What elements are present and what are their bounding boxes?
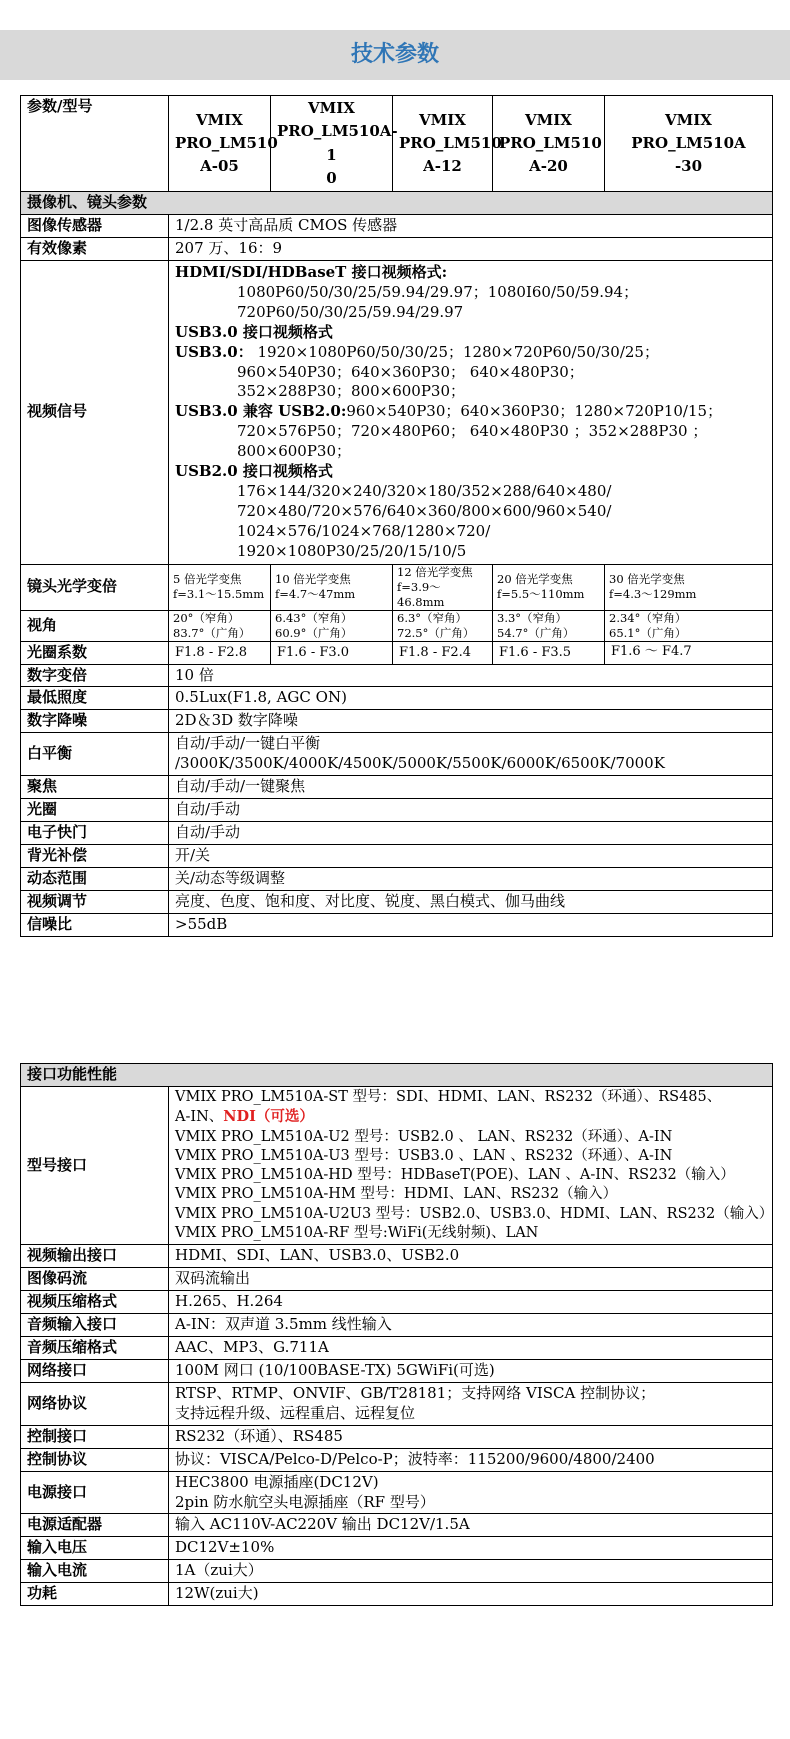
zoom-cell: 20 倍光学变焦 f=5.5～110mm (493, 564, 605, 610)
spec-row: 输入电流 1A（zui大） (21, 1560, 773, 1583)
spec-row: 音频压缩格式 AAC、MP3、G.711A (21, 1336, 773, 1359)
spec-row: 音频输入接口 A-IN：双声道 3.5mm 线性输入 (21, 1314, 773, 1337)
header-label: 参数/型号 (21, 96, 169, 192)
spec-row: 光圈 自动/手动 (21, 799, 773, 822)
spec-row: 数字变倍 10 倍 (21, 664, 773, 687)
spec-row: 动态范围 关/动态等级调整 (21, 867, 773, 890)
spec-row: 输入电压 DC12V±10% (21, 1537, 773, 1560)
spec-row: 电子快门 自动/手动 (21, 822, 773, 845)
section-header: 摄像机、镜头参数 (21, 192, 773, 215)
fov-cell: 6.3°（窄角） 72.5°（广角） (393, 610, 493, 641)
spec-row: 视频调节 亮度、色度、饱和度、对比度、锐度、黑白模式、伽马曲线 (21, 890, 773, 913)
spec-row: 图像传感器 1/2.8 英寸高品质 CMOS 传感器 (21, 214, 773, 237)
camera-spec-table (20, 95, 773, 937)
video-signal-row: 视频信号 HDMI/SDI/HDBaseT 接口视频格式: 1080P60/50/30/25/59.94/29.97；1080I60/50/59.94； 720P60/50/30/25/59.94/29.97 USB3.0 接口视频格式 USB3.0： 1920×1080P60/50/30/25；1280×720P60/50/30/25； 960×540P30；640×360P30； 640×480P30； 352×288P30；800×600P30； USB3.0 兼容 USB2.0:960×540P30；640×360P30；1280×720P10/15； 720×576P50；720×480P60； 640×480P30 ；352×288P30 ； 800×600P30； USB2.0 接口视频格式 176×144/320×240/320×180/352×288/640×480/ 720×480/720×576/640×360/800×600/960×540/ 1024×576/1024×768/1280×720/ 1920×1080P30/25/20/15/10/5 (21, 260, 773, 564)
model-cell: VMIX PRO_LM510A -30 (605, 96, 773, 192)
page-title: 技术参数 (0, 30, 790, 80)
model-interface-row: 型号接口 VMIX PRO_LM510A-ST 型号：SDI、HDMI、LAN、RS232（环通）、RS485、 A-IN、NDI（可选） VMIX PRO_LM510A-U2 型号：USB2.0 、 LAN、RS232（环通）、A-IN VMIX PRO_LM510A-U3 型号：USB3.0 、LAN 、RS232（环通）、A-IN VMIX PRO_LM510A-HD 型号：HDBaseT(POE)、LAN 、A-IN、RS232（输入） VMIX PRO_LM510A-HM 型号：HDMI、LAN、RS232（输入） VMIX PRO_LM510A-U2U3 型号：USB2.0、USB3.0、HDMI、LAN、RS232（输入） VMIX PRO_LM510A-RF 型号:WiFi(无线射频)、LAN (21, 1086, 773, 1244)
zoom-cell: 10 倍光学变焦 f=4.7～47mm (271, 564, 393, 610)
spec-row: 聚焦 自动/手动/一键聚焦 (21, 776, 773, 799)
interface-spec-table (20, 1063, 773, 1606)
spec-row: 控制协议 协议：VISCA/Pelco-D/Pelco-P；波特率：115200/9600/4800/2400 (21, 1448, 773, 1471)
spec-row: 背光补偿 开/关 (21, 845, 773, 868)
spec-row: 功耗 12W(zui大) (21, 1583, 773, 1606)
spec-row: 数字降噪 2D＆3D 数字降噪 (21, 710, 773, 733)
spec-row: 电源适配器 输入 AC110V-AC220V 输出 DC12V/1.5A (21, 1514, 773, 1537)
zoom-cell: 5 倍光学变焦 f=3.1～15.5mm (169, 564, 271, 610)
spec-row: 图像码流 双码流输出 (21, 1268, 773, 1291)
model-cell: VMIX PRO_LM510 A-05 (169, 96, 271, 192)
fov-cell: 2.34°（窄角） 65.1°（广角） (605, 610, 773, 641)
spec-row: 视频输出接口 HDMI、SDI、LAN、USB3.0、USB2.0 (21, 1245, 773, 1268)
model-cell: VMIX PRO_LM510 A-20 (493, 96, 605, 192)
fov-cell: 6.43°（窄角） 60.9°（广角） (271, 610, 393, 641)
spec-row: 网络协议 RTSP、RTMP、ONVIF、GB/T28181；支持网络 VISCA 控制协议； 支持远程升级、远程重启、远程复位 (21, 1382, 773, 1425)
spec-row: 视频压缩格式 H.265、H.264 (21, 1291, 773, 1314)
model-header-row (21, 96, 773, 192)
field-of-view-row: 视角 20°（窄角） 83.7°（广角） 6.43°（窄角） 60.9°（广角） 6.3°（窄角） 72.5°（广角） 3.3°（窄角） 54.7°（广角） 2.34°（窄角） 65.1°（广角） (21, 610, 773, 641)
aperture-range-row: 光圈系数 F1.8 - F2.8 F1.6 - F3.0 F1.8 - F2.4 F1.6 - F3.5 F1.6 ～ F4.7 (21, 641, 773, 664)
zoom-cell: 12 倍光学变焦 f=3.9～46.8mm (393, 564, 493, 610)
ndi-optional-note: NDI（可选） (223, 1108, 314, 1126)
spec-row: 电源接口 HEC3800 电源插座(DC12V) 2pin 防水航空头电源插座（RF 型号） (21, 1471, 773, 1514)
fov-cell: 3.3°（窄角） 54.7°（广角） (493, 610, 605, 641)
optical-zoom-row: 镜头光学变倍 5 倍光学变焦 f=3.1～15.5mm 10 倍光学变焦 f=4.7～47mm 12 倍光学变焦 f=3.9～46.8mm 20 倍光学变焦 f=5.5～110mm 30 倍光学变焦 f=4.3～129mm (21, 564, 773, 610)
model-cell: VMIX PRO_LM510 A-12 (393, 96, 493, 192)
section-header: 接口功能性能 (21, 1064, 773, 1087)
model-cell: VMIX PRO_LM510A-1 0 (271, 96, 393, 192)
zoom-cell: 30 倍光学变焦 f=4.3～129mm (605, 564, 773, 610)
spec-row: 网络接口 100M 网口 (10/100BASE-TX) 5GWiFi(可选) (21, 1359, 773, 1382)
spec-row: 信噪比 >55dB (21, 913, 773, 936)
spec-row: 有效像素 207 万、16：9 (21, 237, 773, 260)
spec-row: 控制接口 RS232（环通）、RS485 (21, 1425, 773, 1448)
spec-row: 最低照度 0.5Lux(F1.8, AGC ON) (21, 687, 773, 710)
fov-cell: 20°（窄角） 83.7°（广角） (169, 610, 271, 641)
white-balance-row: 白平衡 自动/手动/一键白平衡 /3000K/3500K/4000K/4500K/5000K/5500K/6000K/6500K/7000K (21, 733, 773, 776)
